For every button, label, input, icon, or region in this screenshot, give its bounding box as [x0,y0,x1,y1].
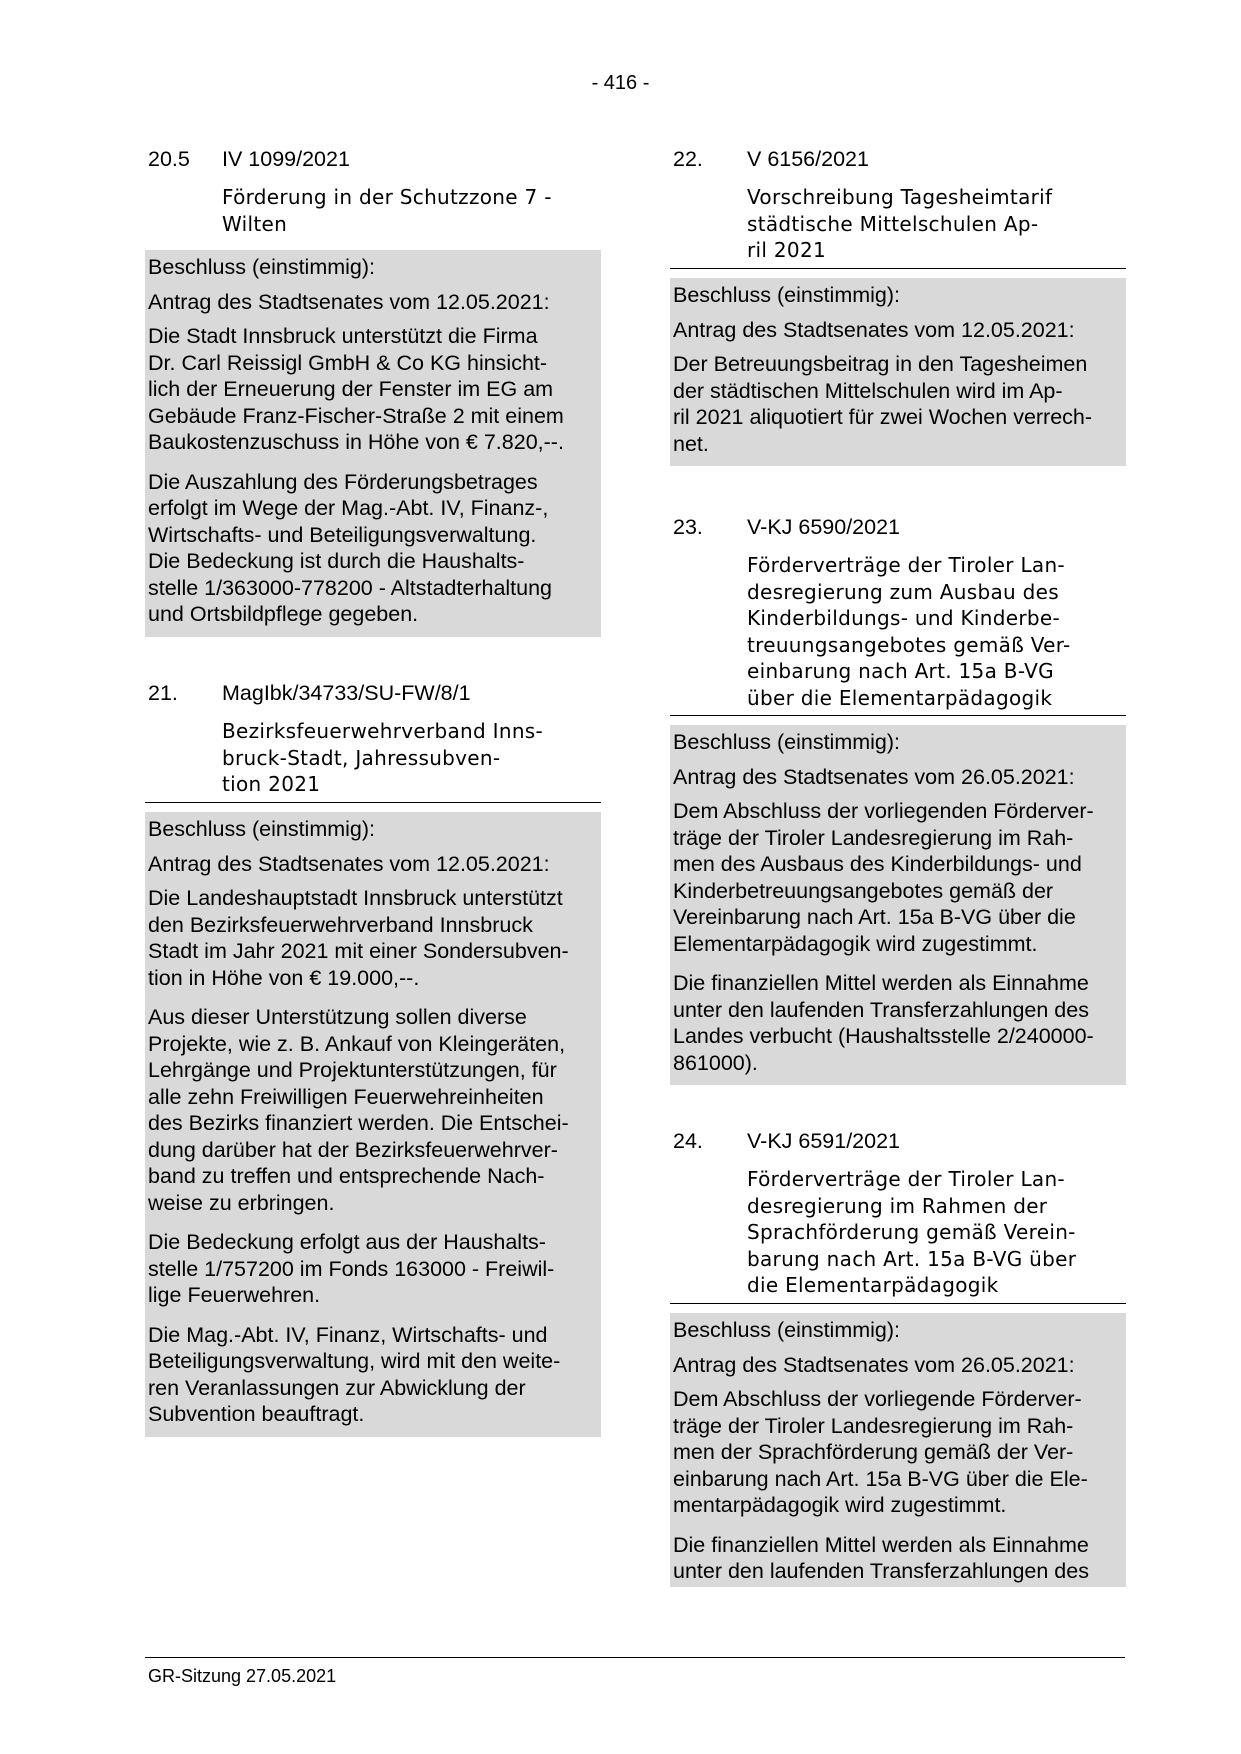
agenda-item-21 [145,680,601,803]
decision-paragraph: Die finanziellen Mittel werden als Einnahme unter den laufenden Transferzahlungen des Landes verbucht (Haushaltsstelle 2/240000- 861000). [673,971,1094,1075]
item-title: Förderverträge der Tiroler Lan- desregierung im Rahmen der Sprachförderung gemäß Verein- barung nach Art. 15a B-VG über die Elementarpädagogik [747,1167,1077,1297]
item-number: 23. [673,515,703,539]
decision-label: Beschluss (einstimmig): [673,283,900,307]
motion-label: Antrag des Stadtsenates vom 26.05.2021: [673,1352,1075,1377]
decision-label: Beschluss (einstimmig): [148,817,375,841]
decision-paragraph: Die finanziellen Mittel werden als Einnahme unter den laufenden Transferzahlungen des [673,1532,1089,1583]
item-title: Bezirksfeuerwehrverband Inns- bruck-Stadt, Jahressubven- tion 2021 [222,719,544,796]
agenda-item-24 [670,1128,1126,1304]
agenda-item-20-5 [145,146,601,237]
decision-paragraph: Die Bedeckung erfolgt aus der Haushalts- stelle 1/757200 im Fonds 163000 - Freiwil- lige Feuerwehren. [148,1230,555,1307]
decision-label: Beschluss (einstimmig): [673,730,900,754]
decision-paragraph: Die Mag.-Abt. IV, Finanz, Wirtschafts- und Beteiligungsverwaltung, wird mit den weite- ren Veranlassungen zur Abwicklung der Subvention beauftragt. [148,1322,561,1426]
motion-label: Antrag des Stadtsenates vom 12.05.2021: [148,851,550,876]
footer-divider [145,1657,1125,1658]
decision-label: Beschluss (einstimmig): [673,1318,900,1342]
item-reference: MagIbk/34733/SU-FW/8/1 [222,681,471,705]
decision-block [145,250,601,637]
decision-paragraph: Der Betreuungsbeitrag in den Tagesheimen der städtischen Mittelschulen wird im Ap- ril 2021 aliquotiert für zwei Wochen verrech- net. [673,352,1093,456]
item-divider [670,715,1126,716]
item-title: Vorschreibung Tagesheimtarif städtische Mittelschulen Ap- ril 2021 [747,185,1053,262]
item-reference: V-KJ 6590/2021 [747,515,901,539]
decision-block [670,1313,1126,1587]
item-number: 22. [673,147,703,171]
item-divider [670,1303,1126,1304]
item-number: 24. [673,1129,703,1153]
page-number: - 416 - [591,72,650,94]
decision-block [670,725,1126,1085]
motion-label: Antrag des Stadtsenates vom 12.05.2021: [673,317,1075,342]
decision-paragraph: Aus dieser Unterstützung sollen diverse Projekte, wie z. B. Ankauf von Kleingeräten, Lehrgänge und Projektunterstützungen, für alle zehn Freiwilligen Feuerwehreinheiten des Bezirks finanziert werden. Die Entschei- dung darüber hat der Bezirksfeuerwehrver- band zu treffen und entsprechende Nach- weise zu erbringen. [148,1005,569,1215]
decision-block [670,278,1126,466]
decision-paragraph: Dem Abschluss der vorliegenden Förderver- träge der Tiroler Landesregierung im Rah- men des Ausbaus des Kinderbildungs- und Kinderbetreuungsangebotes gemäß der Vereinbarung nach Art. 15a B-VG über die Elementarpädagogik wird zugestimmt. [673,799,1094,956]
item-reference: V-KJ 6591/2021 [747,1129,901,1153]
item-divider [145,802,601,803]
item-number: 20.5 [148,147,190,171]
motion-label: Antrag des Stadtsenates vom 26.05.2021: [673,764,1075,789]
item-reference: V 6156/2021 [747,147,869,171]
footer-text: GR-Sitzung 27.05.2021 [148,1666,337,1686]
item-title: Förderverträge der Tiroler Lan- desregierung zum Ausbau des Kinderbildungs- und Kinderbe- treuungsangebotes gemäß Ver- einbarung nach Art. 15a B-VG über die Elementarpädagogik [747,553,1071,710]
agenda-item-22 [670,146,1126,269]
item-title: Förderung in der Schutzzone 7 - Wilten [222,185,552,236]
item-reference: IV 1099/2021 [222,147,350,171]
agenda-item-23 [670,514,1126,716]
decision-paragraph: Die Auszahlung des Förderungsbetrages erfolgt im Wege der Mag.-Abt. IV, Finanz-, Wirtschafts- und Beteiligungsverwaltung. Die Bedeckung ist durch die Haushalts- stelle 1/363000-778200 - Altstadterhaltung und Ortsbildpflege gegeben. [148,469,553,626]
decision-paragraph: Die Landeshauptstadt Innsbruck unterstützt den Bezirksfeuerwehrverband Innsbruck Stadt im Jahr 2021 mit einer Sondersubven- tion in Höhe von € 19.000,--. [148,886,569,990]
item-divider [670,268,1126,269]
motion-label: Antrag des Stadtsenates vom 12.05.2021: [148,289,550,314]
item-number: 21. [148,681,178,705]
decision-block [145,812,601,1437]
decision-label: Beschluss (einstimmig): [148,255,375,279]
decision-paragraph: Dem Abschluss der vorliegende Förderver- träge der Tiroler Landesregierung im Rah- men der Sprachförderung gemäß der Ver- einbarung nach Art. 15a B-VG über die Ele- mentarpädagogik wird zugestimmt. [673,1387,1088,1517]
decision-paragraph: Die Stadt Innsbruck unterstützt die Firma Dr. Carl Reissigl GmbH & Co KG hinsicht- lich der Erneuerung der Fenster im EG am Gebäude Franz-Fischer-Straße 2 mit einem Baukostenzuschuss in Höhe von € 7.820,--. [148,324,564,454]
